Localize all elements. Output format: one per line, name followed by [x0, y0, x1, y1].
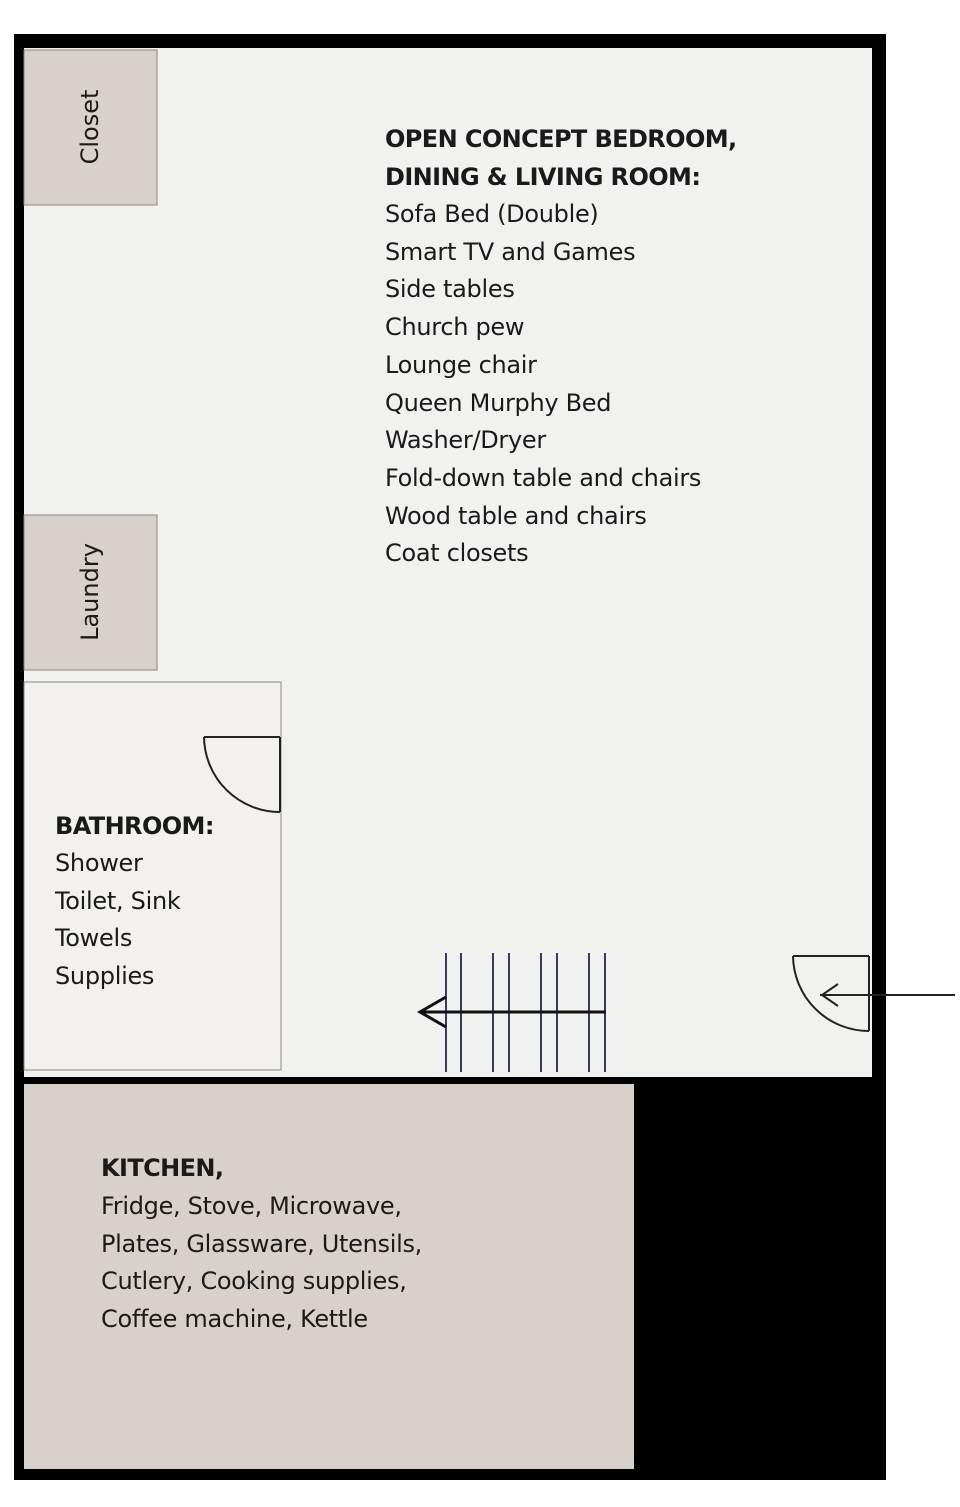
list-item: Fold-down table and chairs [385, 463, 702, 492]
list-item: Church pew [385, 313, 525, 342]
bathroom-heading: BATHROOM: [55, 812, 214, 840]
list-item: Shower [55, 849, 143, 877]
list-item: Coffee machine, Kettle [101, 1305, 368, 1334]
list-item: Queen Murphy Bed [385, 388, 612, 417]
main-room-heading-line2: DINING & LIVING ROOM: [385, 163, 701, 191]
list-item: Fridge, Stove, Microwave, [101, 1192, 402, 1220]
list-item: Washer/Dryer [385, 426, 546, 455]
list-item: Smart TV and Games [385, 237, 636, 266]
list-item: Sofa Bed (Double) [385, 200, 599, 228]
main-room-heading-line1: OPEN CONCEPT BEDROOM, [385, 125, 737, 153]
kitchen-heading: KITCHEN, [101, 1154, 224, 1182]
list-item: Supplies [55, 962, 155, 991]
list-item: Coat closets [385, 539, 529, 568]
list-item: Wood table and chairs [385, 501, 647, 530]
list-item: Side tables [385, 275, 515, 304]
list-item: Lounge chair [385, 350, 537, 379]
closet-label: Closet [76, 89, 104, 165]
bathroom-items [55, 845, 180, 996]
main-room-items [385, 196, 701, 573]
list-item: Cutlery, Cooking supplies, [101, 1267, 407, 1296]
list-item: Plates, Glassware, Utensils, [101, 1229, 422, 1258]
list-item: Toilet, Sink [55, 886, 181, 915]
list-item: Towels [55, 924, 133, 953]
kitchen-items [101, 1188, 422, 1339]
laundry-label: Laundry [76, 543, 104, 641]
